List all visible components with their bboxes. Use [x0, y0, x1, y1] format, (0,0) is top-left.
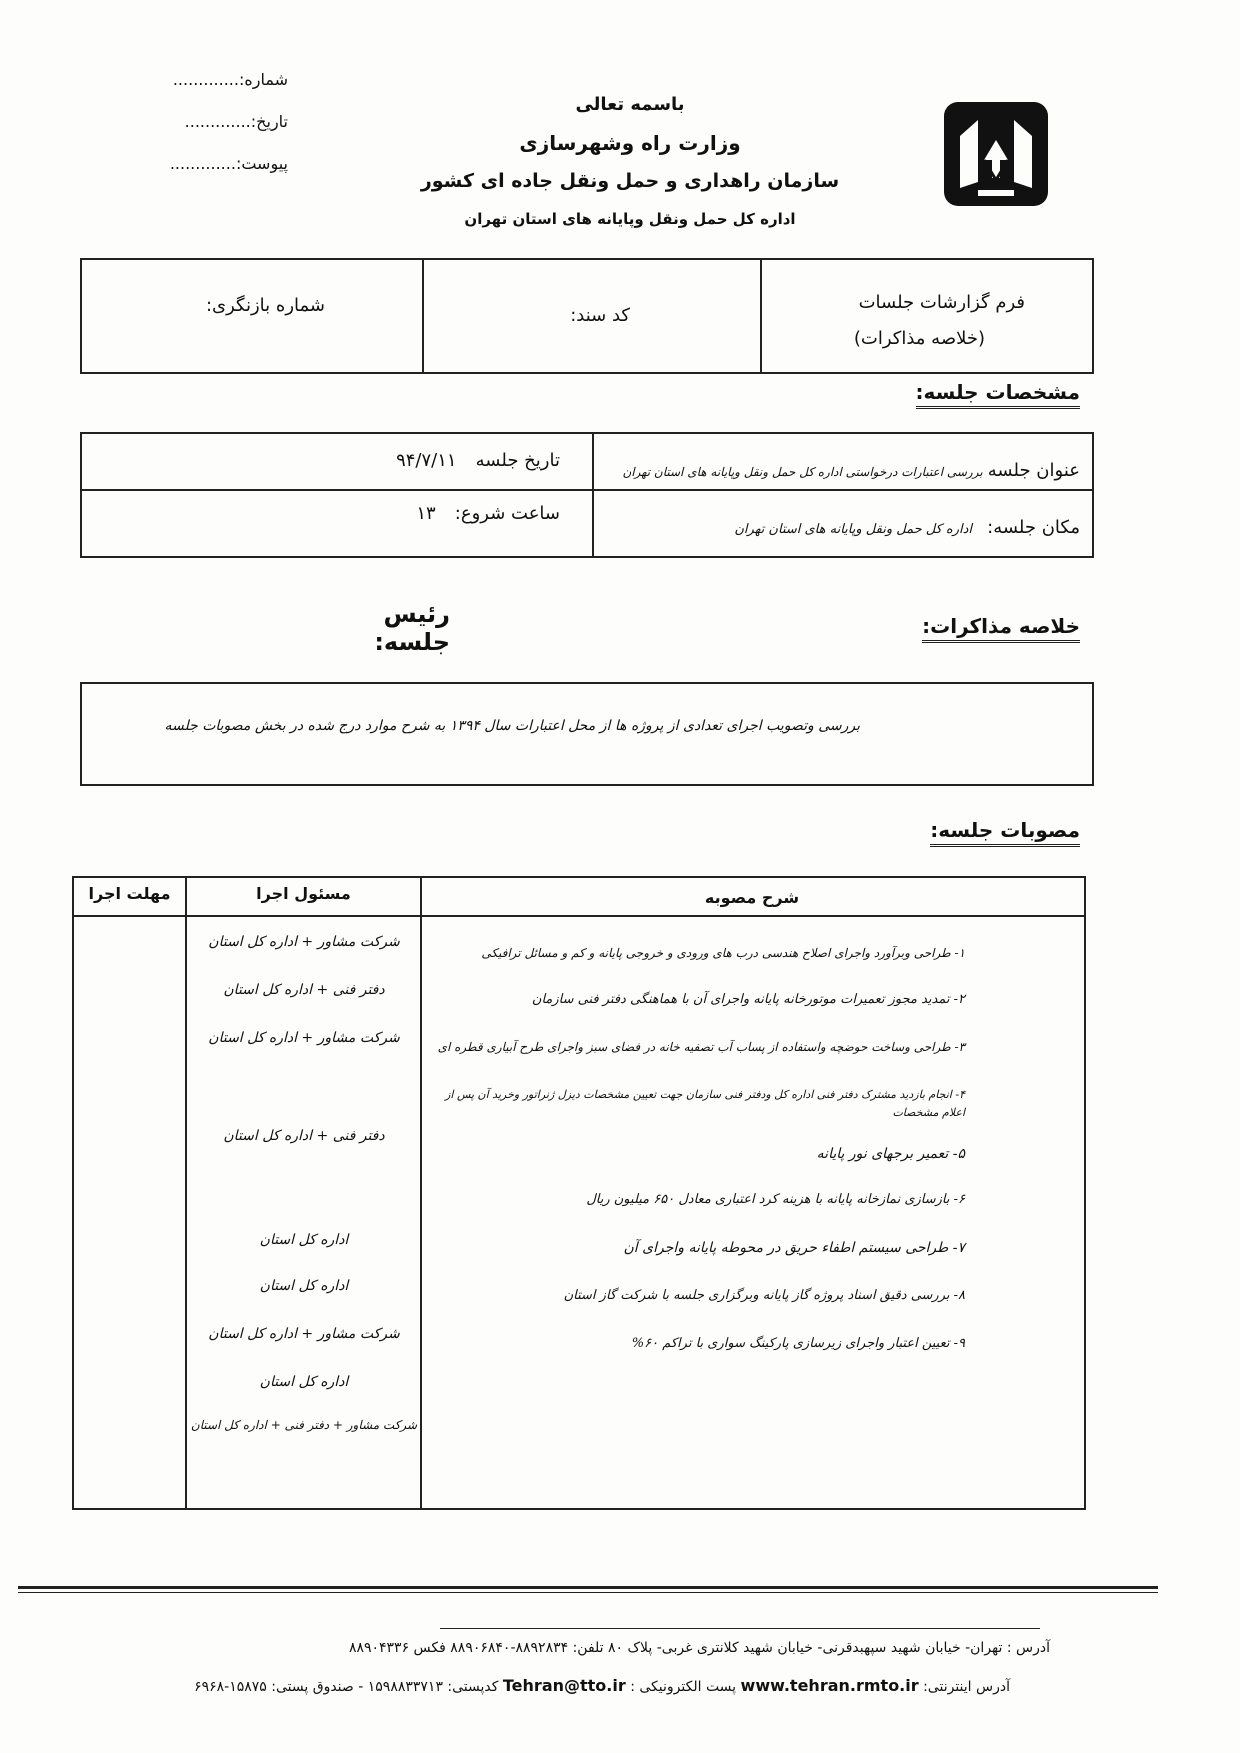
- resolution-item: ۵- تعمیر برجهای نور پایانه: [816, 1146, 965, 1162]
- responsible-entry: اداره کل استان: [259, 1374, 349, 1390]
- resolution-item: ۹- تعیین اعتبار واجرای زیرسازی پارکینگ سواری با تراکم ۶۰%: [631, 1336, 965, 1351]
- po-box-label: - صندوق پستی:: [271, 1679, 364, 1695]
- bismillah: باسمه تعالی: [575, 94, 685, 115]
- organization-name: سازمان راهداری و حمل ونقل جاده ای کشور: [420, 170, 840, 192]
- meeting-place-row: [600, 517, 1080, 538]
- resolution-item: ۲- تمدید مجوز تعمیرات موتورخانه پایانه واجرای آن با هماهنگی دفتر فنی سازمان: [531, 992, 965, 1007]
- po-box: ۱۵۸۷۵-۶۹۶۸: [194, 1679, 267, 1695]
- meeting-start-value: ۱۳: [416, 503, 436, 524]
- resolution-item: ۳- طراحی وساخت حوضچه واستفاده از پساب آب تصفیه خانه در فضای سبز واجرای طرح آبیاری قطره ای: [437, 1040, 965, 1054]
- col-description-header: شرح مصوبه: [704, 888, 800, 907]
- meeting-date-row: [360, 450, 560, 471]
- resolution-item: ۷- طراحی سیستم اطفاء حریق در محوطه پایانه واجرای آن: [623, 1240, 965, 1256]
- meeting-specs-box: [80, 432, 1094, 558]
- col-responsible-header: مسئول اجرا: [256, 884, 351, 903]
- footer-contacts: [130, 1676, 1010, 1695]
- resolutions-heading: مصوبات جلسه:: [930, 818, 1080, 847]
- summary-box: [80, 682, 1094, 786]
- meeting-title-row: [600, 460, 1080, 481]
- responsible-entry: شرکت مشاور + اداره کل استان: [208, 934, 400, 950]
- postal-code: ۱۵۹۸۸۳۳۷۱۳: [367, 1679, 443, 1695]
- meeting-specs-heading: مشخصات جلسه:: [916, 380, 1080, 409]
- responsible-entry: اداره کل استان: [259, 1278, 349, 1294]
- resolution-item: ۴- انجام بازدید مشترک دفتر فنی اداره کل ودفتر فنی سازمان جهت تعیین مشخصات دیزل ژنراتور وخرید آن پس از اعلام مشخصات: [445, 1088, 965, 1119]
- doc-code-label: کد سند:: [570, 305, 630, 326]
- meeting-place-label: مکان جلسه:: [987, 517, 1080, 538]
- resolution-item: ۱- طراحی وبرآورد واجرای اصلاح هندسی درب های ورودی و خروجی پایانه و کم و مسائل ترافیکی: [481, 946, 965, 960]
- meeting-title-value: بررسی اعتبارات درخواستی اداره کل حمل ونقل وپایانه های استان تهران: [622, 465, 983, 479]
- footer-address: آدرس : تهران- خیابان شهید سپهبدقرنی- خیابان شهید کلانتری غربی- پلاک ۸۰ تلفن: ۸۸۹۲۸۳۴-۸۸۹۰۶۸۴۰ فکس ۸۸۹۰۴۳۳۶: [348, 1640, 1050, 1656]
- rmto-logo-icon: [938, 96, 1054, 212]
- chair-label: رئیس جلسه:: [374, 600, 450, 656]
- email-label: پست الکترونیکی :: [630, 1679, 737, 1695]
- web-label: آدرس اینترنتی:: [923, 1679, 1010, 1695]
- meeting-title-label: عنوان جلسه: [987, 460, 1080, 481]
- letter-meta: [138, 70, 288, 196]
- meeting-start-row: [400, 503, 560, 524]
- meeting-start-label: ساعت شروع:: [454, 503, 560, 524]
- responsible-entry: شرکت مشاور + اداره کل استان: [208, 1030, 400, 1046]
- responsible-entry: دفتر فنی + اداره کل استان: [223, 1128, 385, 1144]
- form-title: فرم گزارشات جلسات: [858, 292, 1025, 313]
- ministry-name: وزارت راه وشهرسازی: [519, 131, 741, 155]
- department-name: اداره کل حمل ونقل وپایانه های استان تهران: [464, 210, 796, 228]
- responsible-entry: شرکت مشاور + دفتر فنی + اداره کل استان: [190, 1418, 418, 1432]
- form-subtitle: (خلاصه مذاکرات): [853, 328, 985, 349]
- responsible-entry: اداره کل استان: [259, 1232, 349, 1248]
- postal-code-label: کدپستی:: [447, 1679, 499, 1695]
- resolution-item: ۶- بازسازی نمازخانه پایانه با هزینه کرد اعتباری معادل ۶۵۰ میلیون ریال: [586, 1192, 965, 1207]
- letterhead: [420, 86, 840, 238]
- responsible-entry: شرکت مشاور + اداره کل استان: [208, 1326, 400, 1342]
- web-link[interactable]: www.tehran.rmto.ir: [740, 1676, 919, 1695]
- letter-attachment: پیوست:.............: [169, 154, 288, 173]
- col-deadline-header: مهلت اجرا: [88, 884, 171, 903]
- resolution-item: ۸- بررسی دقیق اسناد پروژه گاز پایانه وبرگزاری جلسه با شرکت گاز استان: [563, 1288, 965, 1303]
- meeting-place-value: اداره کل حمل ونقل وپایانه های استان تهران: [734, 522, 973, 537]
- meeting-date-value: ۹۴/۷/۱۱: [396, 450, 457, 471]
- revision-label: شماره بازنگری:: [205, 295, 325, 316]
- summary-heading: خلاصه مذاکرات:: [922, 614, 1080, 643]
- footer-divider: [18, 1586, 1158, 1589]
- form-title-cell: [770, 285, 1025, 357]
- letter-number: شماره:.............: [172, 70, 288, 89]
- email-link[interactable]: Tehran@tto.ir: [502, 1676, 626, 1695]
- letter-date: تاریخ:.............: [184, 112, 288, 131]
- meeting-date-label: تاریخ جلسه: [475, 450, 560, 471]
- summary-text: بررسی وتصویب اجرای تعدادی از پروژه ها از محل اعتبارات سال ۱۳۹۴ به شرح موارد درج شده در بخش مصوبات جلسه: [164, 718, 860, 734]
- responsible-entry: دفتر فنی + اداره کل استان: [223, 982, 385, 998]
